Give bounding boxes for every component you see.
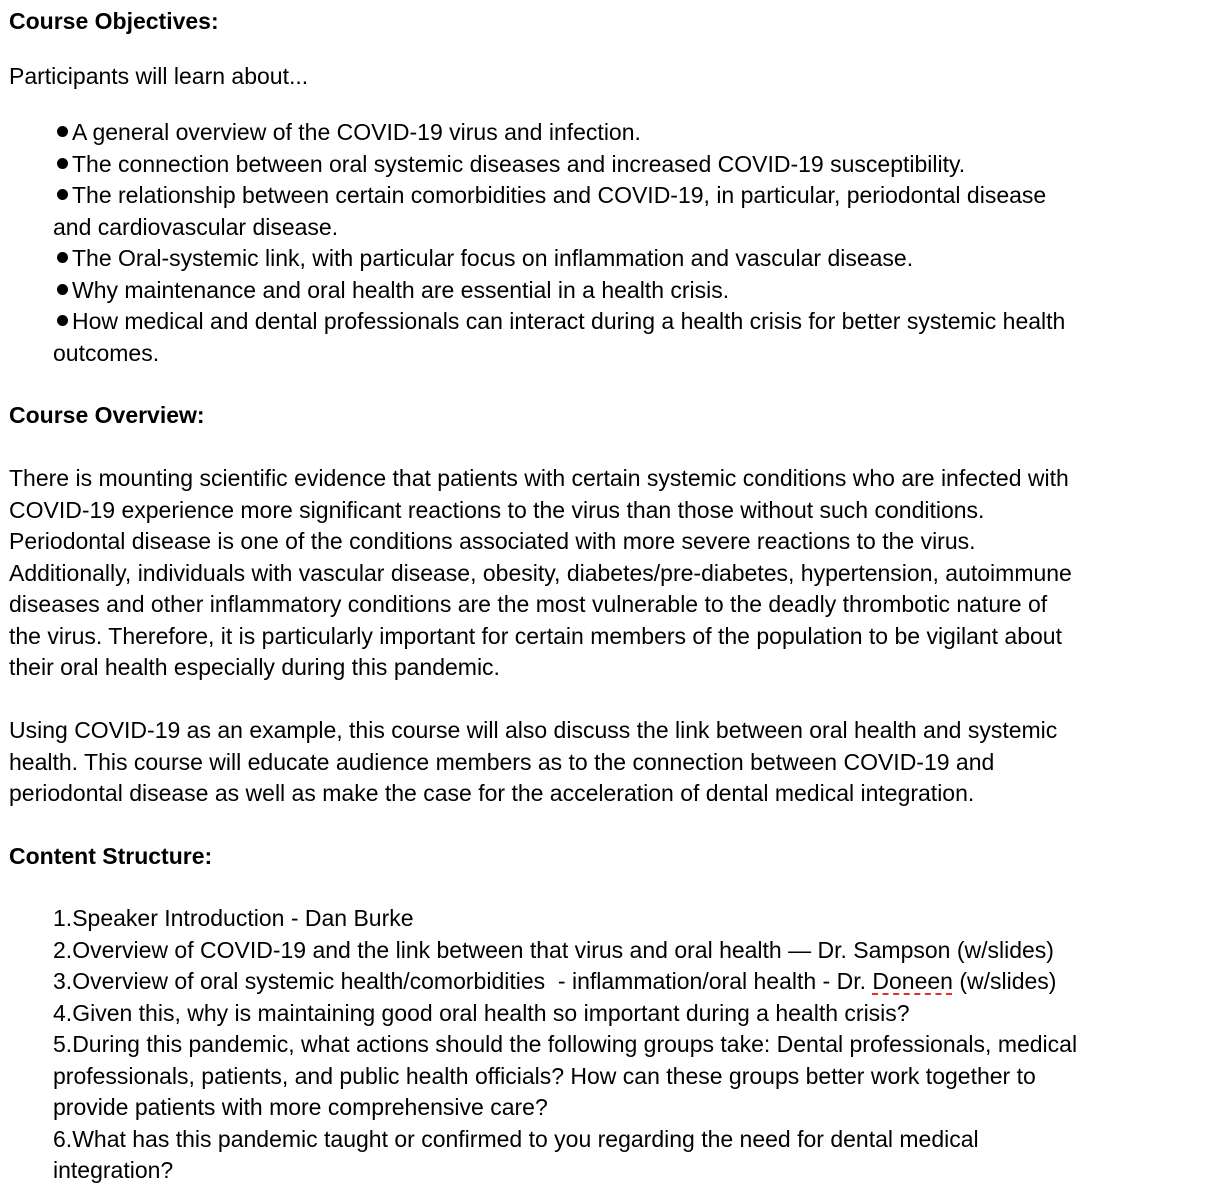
list-item: 5.During this pandemic, what actions should the following groups take: Dental professionals, medical (53, 1031, 1078, 1057)
structure-list (53, 903, 1203, 1187)
spellcheck-flagged-word[interactable]: Doneen (872, 968, 953, 994)
overview-paragraph-2: Using COVID-19 as an example, this course will also discuss the link between oral health and systemic health. This course will educate audience members as to the connection between COVID-19 and periodontal disease as well as make the case for the acceleration of dental medical integration. (9, 717, 1058, 806)
list-item-continuation: professionals, patients, and public health officials? How can these groups better work together to (53, 1062, 1036, 1089)
list-item: Why maintenance and oral health are essential in a health crisis. (53, 275, 1203, 307)
structure-heading: Content Structure: (9, 843, 213, 869)
list-item-continuation: integration? (53, 1157, 174, 1183)
list-item: 3.Overview of oral systemic health/comorbidities - inflammation/oral health - Dr. Doneen (w/slides) (53, 968, 1057, 994)
list-item: A general overview of the COVID-19 virus and infection. (53, 117, 1203, 149)
bullet-icon (57, 126, 68, 137)
list-item: 6.What has this pandemic taught or confirmed to you regarding the need for dental medical (53, 1125, 979, 1152)
objectives-heading: Course Objectives: (9, 8, 219, 34)
list-item: 1.Speaker Introduction - Dan Burke (53, 905, 414, 931)
bullet-icon (57, 158, 68, 169)
overview-paragraph-1: There is mounting scientific evidence that patients with certain systemic conditions who are infected with COVID-19 experience more significant reactions to the virus than those without such conditions. Periodontal disease is one of the conditions associated with more severe reactions to the virus. Additionally, individuals with vascular disease, obesity, diabetes/pre-diabetes, hypertension, autoimmune diseases and other inflammatory conditions are the most vulnerable to the deadly thrombotic nature of the virus. Therefore, it is particularly important for certain members of the population to be vigilant about their oral health especially during this pandemic. (9, 465, 1072, 680)
list-item: 2.Overview of COVID-19 and the link between that virus and oral health — Dr. Sampson (w/slides) (53, 936, 1054, 963)
objectives-intro: Participants will learn about... (9, 63, 309, 89)
bullet-icon (57, 284, 68, 295)
list-item: The connection between oral systemic diseases and increased COVID-19 susceptibility. (53, 149, 1203, 181)
list-item: How medical and dental professionals can interact during a health crisis for better systemic health (53, 306, 1203, 338)
list-item-continuation: outcomes. (53, 339, 160, 366)
list-item: The relationship between certain comorbidities and COVID-19, in particular, periodontal disease (53, 180, 1203, 212)
list-item-continuation: provide patients with more comprehensive care? (53, 1094, 548, 1120)
list-item: The Oral-systemic link, with particular focus on inflammation and vascular disease. (53, 243, 1203, 275)
list-item: 4.Given this, why is maintaining good oral health so important during a health crisis? (53, 999, 910, 1026)
list-item-continuation: and cardiovascular disease. (53, 213, 339, 240)
bullet-icon (57, 252, 68, 263)
objectives-list (53, 117, 1203, 369)
bullet-icon (57, 189, 68, 200)
overview-heading: Course Overview: (9, 402, 205, 428)
bullet-icon (57, 315, 68, 326)
